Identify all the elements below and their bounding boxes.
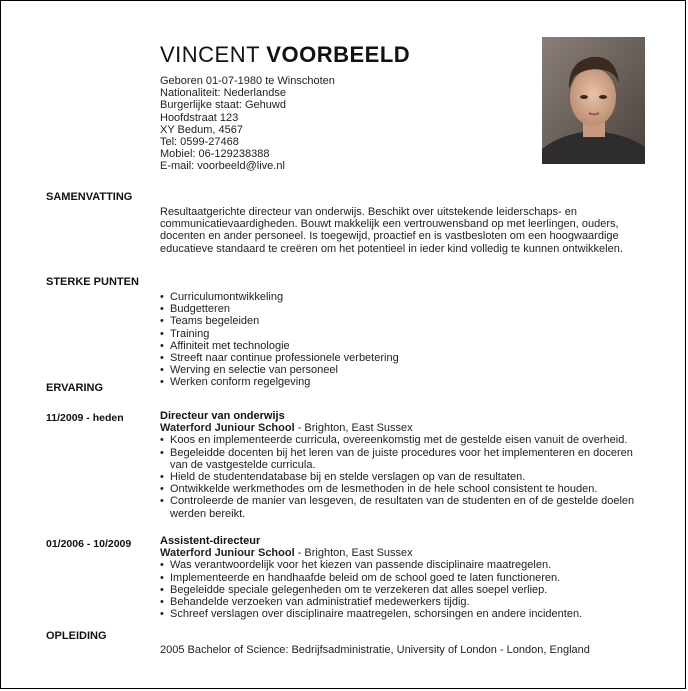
education-heading: OPLEIDING: [46, 630, 107, 642]
portrait-image: [542, 37, 645, 164]
job-duties: [160, 434, 635, 519]
contact-email: E-mail: voorbeeld@live.nl: [160, 160, 285, 173]
contact-nationality: Nationaliteit: Nederlandse: [160, 87, 286, 100]
job-company-line: [160, 422, 635, 434]
contact-mobile: Mobiel: 06-129238388: [160, 148, 270, 161]
list-item: • Ontwikkelde werkmethodes om de lesmethoden in de hele school consistent te houden.: [160, 483, 635, 495]
list-item: • Implementeerde en handhaafde beleid om de school goed te laten functioneren.: [160, 572, 635, 584]
job-entry: [160, 535, 635, 620]
job-dates: 01/2006 - 10/2009: [46, 538, 132, 550]
summary-text: Resultaatgerichte directeur van onderwijs. Beschikt over uitstekende leiderschaps- en communicatievaardigheden. Bouwt makkelijk een vertrouwensband op met leerlingen, ouders, docenten en ander personeel. Is toegewijd, proactief en is vastbesloten om een hoogwaardige educatieve standaard te creëren om het potentieel in ieder kind volledig te kunnen ontwikkelen.: [160, 206, 623, 255]
contact-details: [160, 75, 335, 173]
job-location: - Brighton, East Sussex: [294, 547, 413, 560]
candidate-name: [160, 42, 410, 68]
list-item: • Werken conform regelgeving: [160, 376, 635, 388]
list-item: • Streeft naar continue professionele verbetering: [160, 352, 635, 364]
list-item: • Curriculumontwikkeling: [160, 291, 635, 303]
list-item: • Hield de studentendatabase bij en stelde verslagen op van de resultaten.: [160, 471, 635, 483]
strengths-section: [160, 291, 635, 389]
contact-marital-status: Burgerlijke staat: Gehuwd: [160, 99, 286, 112]
job-company-line: [160, 547, 635, 559]
job-title: Directeur van onderwijs: [160, 410, 285, 422]
education-text: 2005 Bachelor of Science: Bedrijfsadministratie, University of London - London, England: [160, 644, 590, 656]
job-dates: 11/2009 - heden: [46, 412, 124, 424]
job-company: Waterford Juniour School: [160, 547, 295, 560]
list-item: • Koos en implementeerde curricula, overeenkomstig met de gestelde eisen vanuit de overheid.: [160, 434, 635, 446]
contact-city: XY Bedum, 4567: [160, 123, 243, 136]
contact-birth: Geboren 01-07-1980 te Winschoten: [160, 75, 335, 87]
experience-heading: ERVARING: [46, 382, 104, 394]
job-location: - Brighton, East Sussex: [294, 422, 413, 435]
list-item: • Training: [160, 328, 635, 340]
summary-heading: SAMENVATTING: [46, 191, 133, 203]
first-name: VINCENT: [160, 42, 260, 67]
list-item: • Werving en selectie van personeel: [160, 364, 635, 376]
job-company: Waterford Juniour School: [160, 422, 295, 435]
summary-section: [160, 206, 635, 255]
list-item: • Was verantwoordelijk voor het kiezen van passende disciplinaire maatregelen.: [160, 559, 635, 571]
list-item: • Budgetteren: [160, 303, 635, 315]
list-item: • Begeleidde docenten bij het leren van de juiste procedures voor het implementeren en doceren van de vastgestelde curricula.: [160, 447, 635, 471]
job-title: Assistent-directeur: [160, 535, 261, 547]
strengths-list: [160, 291, 635, 389]
strengths-heading: STERKE PUNTEN: [46, 276, 139, 288]
education-section: [160, 644, 635, 656]
job-duties: [160, 559, 635, 620]
list-item: • Teams begeleiden: [160, 315, 635, 327]
list-item: • Begeleidde speciale gelegenheden om te verzekeren dat alles soepel verliep.: [160, 584, 635, 596]
list-item: • Behandelde verzoeken van administratief medewerkers tijdig.: [160, 596, 635, 608]
contact-street: Hoofdstraat 123: [160, 111, 239, 124]
list-item: • Controleerde de manier van lesgeven, de resultaten van de studenten en of de gestelde doelen werden bereikt.: [160, 495, 635, 519]
job-entry: [160, 410, 635, 520]
profile-photo: [542, 37, 645, 164]
list-item: • Schreef verslagen over disciplinaire maatregelen, schorsingen en andere incidenten.: [160, 608, 635, 620]
last-name: VOORBEELD: [266, 42, 411, 67]
contact-phone: Tel: 0599-27468: [160, 136, 239, 149]
list-item: • Affiniteit met technologie: [160, 340, 635, 352]
